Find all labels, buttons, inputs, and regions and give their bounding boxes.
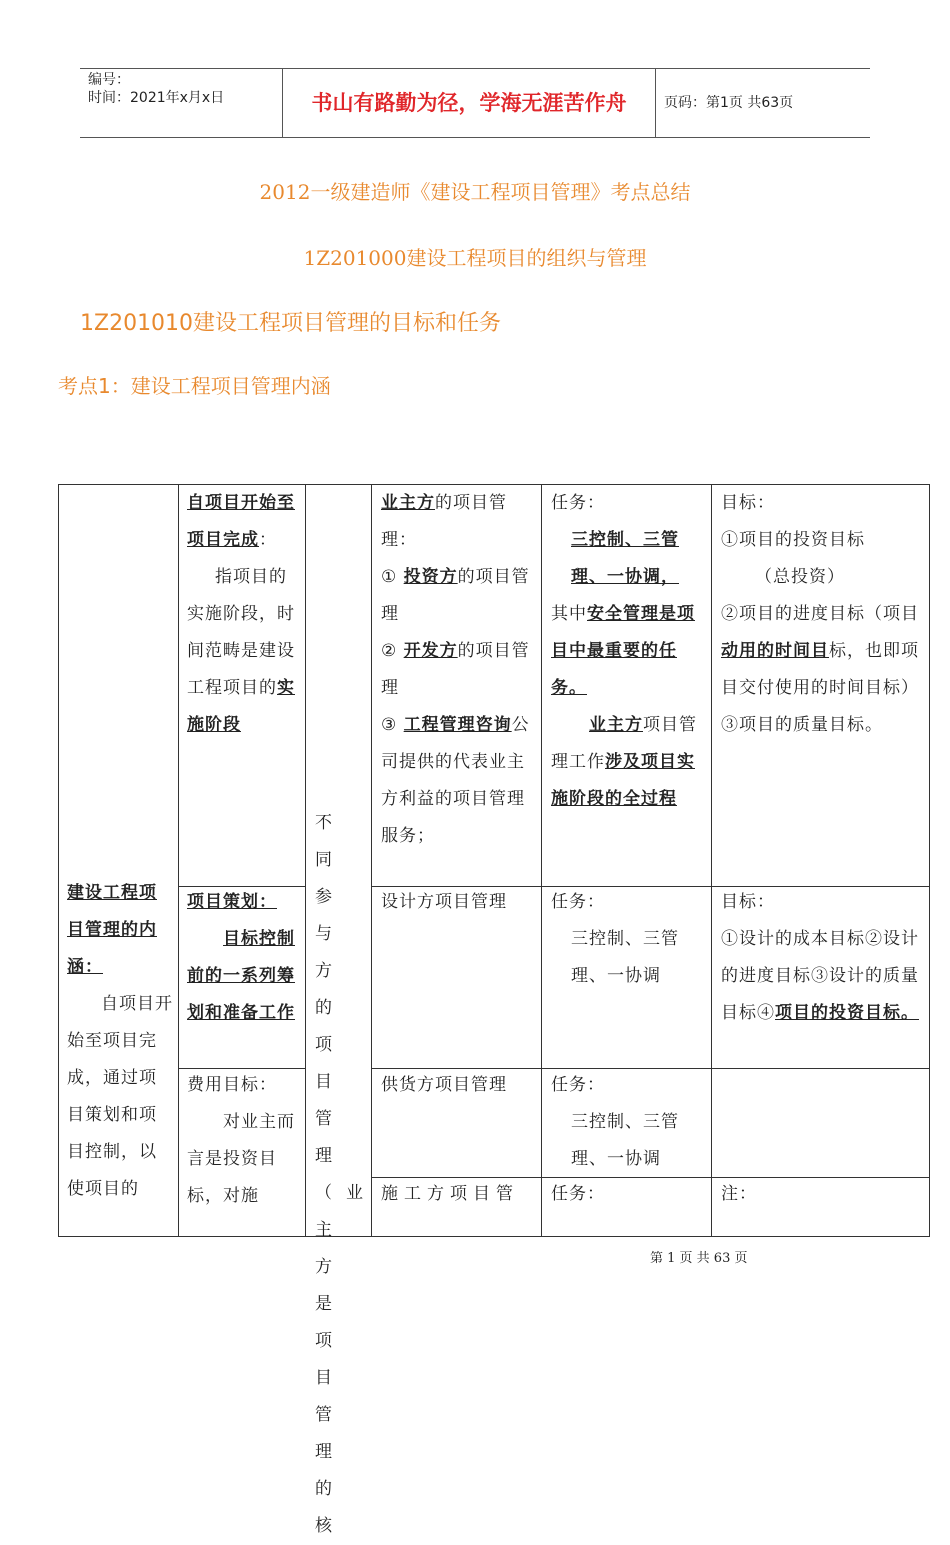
col5-r3-body: 三控制、三管理、一协调 (571, 1112, 679, 1169)
header-page-info: 页码：第1页 共63页 (664, 95, 794, 111)
col5-r3-label: 任务： (551, 1075, 605, 1095)
col4-r1-i1-num: ① (381, 567, 398, 587)
col2-r2-heading: 项目策划： (187, 892, 277, 912)
header-meta (80, 69, 282, 137)
col4-r1-i1-post: 的项目管理 (381, 567, 530, 624)
col5-r1-em1: 三控制、三管理、一协调， (571, 530, 679, 587)
col4-r1-i3-post: 公司提供的代表业主方利益的项目管理服务； (381, 715, 530, 846)
col4-r1-i2-em: 开发方 (403, 641, 458, 661)
col6-r2-body: ①设计的成本目标②设计的进度目标③设计的质量目标④ (721, 929, 919, 1023)
subsection-title: 1Z201010建设工程项目管理的目标和任务 (80, 311, 502, 336)
doc-title: 2012一级建造师《建设工程项目管理》考点总结 (259, 180, 691, 204)
col1-heading: 建设工程项目管理的内涵： (67, 883, 157, 977)
col2-r1-colon: ： (259, 530, 277, 550)
col5-r2-label: 任务： (551, 892, 605, 912)
number-label: 编号： (88, 72, 130, 88)
table-divider (711, 485, 712, 1236)
col6-row1 (721, 485, 921, 744)
col5-row4: 任务： (551, 1184, 605, 1204)
col2-row2 (187, 884, 299, 1032)
col4-row3: 供货方项目管理 (381, 1075, 507, 1095)
col5-r1-em3: 业主方 (589, 715, 643, 735)
col2-row1 (187, 485, 299, 744)
col2-r1-heading: 自项目开始至项目完成 (187, 493, 295, 550)
section-title: 1Z201000建设工程项目的组织与管理 (303, 246, 647, 270)
col6-r1-i1b: （总投资） (755, 567, 845, 587)
page-header (80, 68, 870, 138)
col4-r1-i2-post: 的项目管理 (381, 641, 530, 698)
col5-row3 (551, 1067, 705, 1178)
col5-r1-mid2: 项目管理工作 (551, 715, 697, 772)
col5-r1-mid: 其中 (551, 604, 587, 624)
col6-r1-label: 目标： (721, 493, 775, 513)
col5-row1 (551, 485, 705, 818)
col1-body: 自项目开始至项目完成，通过项目策划和项目控制，以使项目的 (67, 994, 173, 1199)
col2-row3 (187, 1067, 299, 1215)
col4-r1-i3-num: ③ (381, 715, 398, 735)
time-label: 时间：2021年x月x日 (88, 90, 225, 106)
col5-row2 (551, 884, 705, 995)
col4-r1-i1-em: 投资方 (403, 567, 458, 587)
table-divider (541, 485, 542, 1236)
col4-row4: 施工方项目管 (381, 1184, 519, 1204)
col4-row2: 设计方项目管理 (381, 892, 507, 912)
col2-r1-body: 指项目的实施阶段，时间范畴是建设工程项目的 (187, 567, 295, 698)
col2-r3-body: 对业主而言是投资目标，对施 (187, 1112, 295, 1206)
col1-cell (67, 875, 173, 1208)
col3-cell: 不同参与方的项目管理（业主方是项目管理的核 (315, 813, 377, 1536)
table-divider (371, 485, 372, 1236)
col5-r1-em2: 安全管理是项目中最重要的任务。 (551, 604, 695, 698)
col6-r1-i2-em: 动用的时间目 (721, 641, 829, 661)
col6-r1-i3: ③项目的质量目标。 (721, 715, 883, 735)
col4-row1 (381, 485, 535, 855)
col6-r2-em: 项目的投资目标。 (775, 1003, 919, 1023)
col2-r3-heading: 费用目标： (187, 1075, 277, 1095)
col6-row4: 注： (721, 1184, 757, 1204)
col2-r2-body: 目标控制前的一系列筹划和准备工作 (187, 929, 295, 1023)
col4-r1-i2-num: ② (381, 641, 398, 661)
page-footer: 第 1 页 共 63 页 (650, 1251, 748, 1266)
col4-r1-owner-post: 的项目管理： (381, 493, 507, 550)
header-motto: 书山有路勤为径，学海无涯苦作舟 (282, 69, 656, 137)
col4-r1-i3-em: 工程管理咨询 (403, 715, 512, 735)
col4-r1-owner: 业主方 (381, 493, 435, 513)
col5-r2-body: 三控制、三管理、一协调 (571, 929, 679, 986)
col6-r2-label: 目标： (721, 892, 775, 912)
col2-r1-em: 实施阶段 (187, 678, 295, 735)
col5-r1-em4: 涉及项目实施阶段的全过程 (551, 752, 695, 809)
point-title: 考点1：建设工程项目管理内涵 (58, 374, 331, 398)
table-divider (305, 485, 306, 1236)
col6-r1-i1: ①项目的投资目标 (721, 530, 865, 550)
col5-r1-label: 任务： (551, 493, 605, 513)
col6-r1-i2-pre: ②项目的进度目标（项目 (721, 604, 919, 624)
table-divider (178, 485, 179, 1236)
col6-row2 (721, 884, 921, 1032)
col6-r1-i2-post: 标，也即项目交付使用的时间目标） (721, 641, 919, 698)
